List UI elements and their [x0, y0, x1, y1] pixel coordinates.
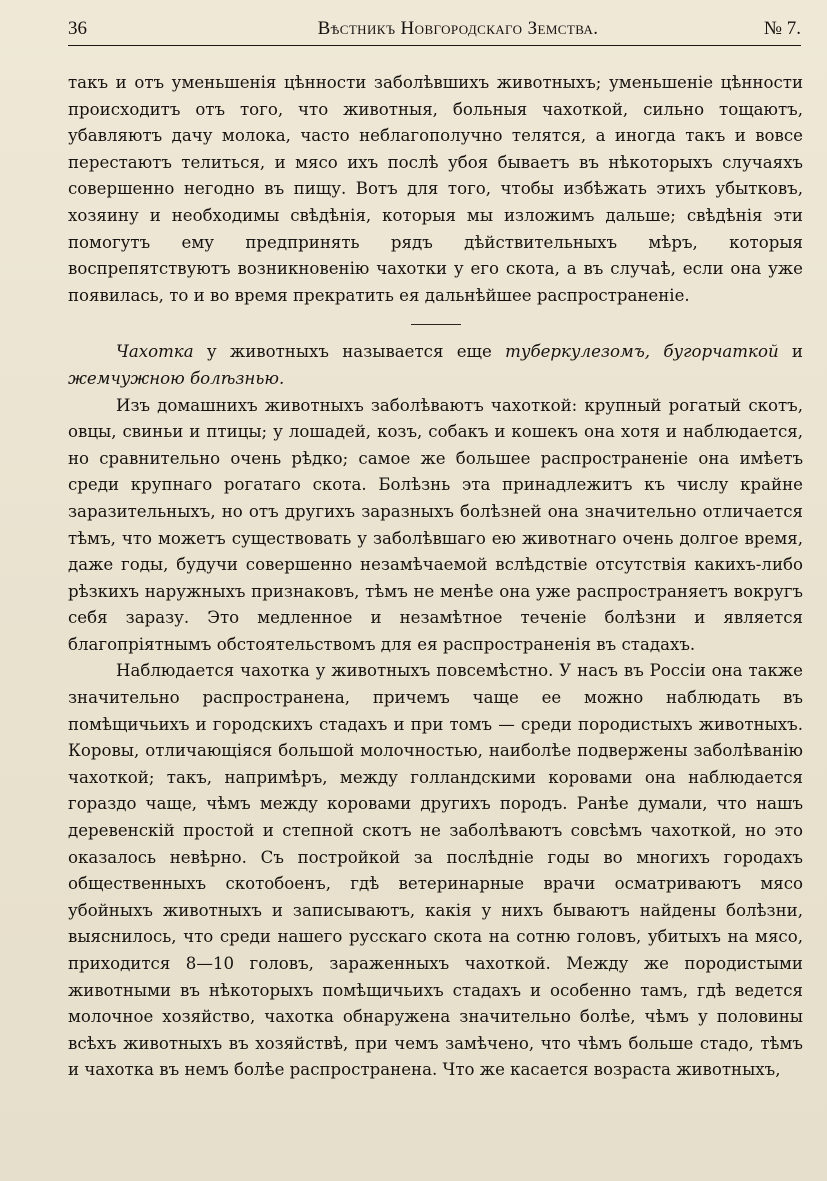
- paragraph-2-text-a: у животныхъ называется еще: [193, 342, 506, 362]
- paragraph-1: такъ и отъ уменьшенія цѣнности заболѣвшихъ животныхъ; уменьшеніе цѣнности происходитъ отъ того, что животныя, больныя чахоткой, сильно тощаютъ, убавляютъ дачу молока, часто неблагополучно телятся, а иногда такъ и вовсе перестаютъ телиться, и мясо ихъ послѣ убоя бываетъ въ нѣкоторыхъ случаяхъ совершенно негодно въ пищу. Вотъ для того, чтобы избѣжать этихъ убытковъ, хозяину и необходимы свѣдѣнія, которыя мы изложимъ дальше; свѣдѣнія эти помогутъ ему предпринять рядъ дѣйствительныхъ мѣръ, которыя воспрепятствуютъ возникновенію чахотки у его скота, а въ случаѣ, если она уже появилась, то и во время прекратить ея дальнѣйшее распространеніе.: [68, 73, 803, 305]
- term-chakhotka: Чахотка: [116, 342, 194, 362]
- paragraph-2: [68, 339, 803, 392]
- page-header: [68, 18, 801, 46]
- page-number: 36: [68, 18, 87, 39]
- section-divider: [411, 324, 461, 325]
- term-tuberculosis: туберкулезомъ, бугорчаткой: [505, 342, 779, 362]
- paragraph-3: Изъ домашнихъ животныхъ заболѣваютъ чахоткой: крупный рогатый скотъ, овцы, свиньи и птицы; у лошадей, козъ, собакъ и кошекъ она хотя и наблюдается, но сравнительно очень рѣдко; самое же большее распространеніе она имѣетъ среди крупнаго рогатаго скота. Болѣзнь эта принадлежитъ къ числу крайне заразительныхъ, но отъ другихъ заразныхъ болѣзней она значительно отличается тѣмъ, что можетъ существовать у заболѣвшаго ею животнаго очень долгое время, даже годы, будучи совершенно незамѣчаемой вслѣдствіе отсутствія какихъ-либо рѣзкихъ наружныхъ признаковъ, тѣмъ не менѣе она уже распространяетъ вокругъ себя заразу. Это медленное и незамѣтное теченіе болѣзни и является благопріятнымъ обстоятельствомъ для ея распространенія въ стадахъ.: [68, 395, 803, 654]
- header-rule: [68, 45, 801, 46]
- paragraph-2-text-b: и: [778, 342, 803, 362]
- term-pearl-disease: жемчужною болѣзнью.: [68, 368, 285, 388]
- body-text: [68, 70, 803, 1084]
- journal-title: Вѣстникъ Новгородскаго Земства.: [317, 18, 599, 39]
- issue-number: № 7.: [763, 18, 801, 39]
- paragraph-4: Наблюдается чахотка у животныхъ повсемѣстно. У насъ въ Россіи она также значительно распространена, причемъ чаще ее можно наблюдать въ помѣщичьихъ и городскихъ стадахъ и при томъ — среди породистыхъ животныхъ. Коровы, отличающіяся большой молочностью, наиболѣе подвержены заболѣванію чахоткой; такъ, напримѣръ, между голландскими коровами она наблюдается гораздо чаще, чѣмъ между коровами другихъ породъ. Ранѣе думали, что нашъ деревенскій простой и степной скотъ не заболѣваютъ совсѣмъ чахоткой, но это оказалось невѣрно. Съ постройкой за послѣдніе годы во многихъ городахъ общественныхъ скотобоенъ, гдѣ ветеринарные врачи осматриваютъ мясо убойныхъ животныхъ и записываютъ, какія у нихъ бываютъ найдены болѣзни, выяснилось, что среди нашего русскаго скота на сотню головъ, убитыхъ на мясо, приходится 8—10 головъ, зараженныхъ чахоткой. Между же породистыми животными въ нѣкоторыхъ помѣщичьихъ стадахъ и особенно тамъ, гдѣ ведется молочное хозяйство, чахотка обнаружена значительно болѣе, чѣмъ у половины всѣхъ животныхъ въ хозяйствѣ, при чемъ замѣчено, что чѣмъ больше стадо, тѣмъ и чахотка въ немъ болѣе распространена. Что же касается возраста животныхъ,: [68, 661, 803, 1080]
